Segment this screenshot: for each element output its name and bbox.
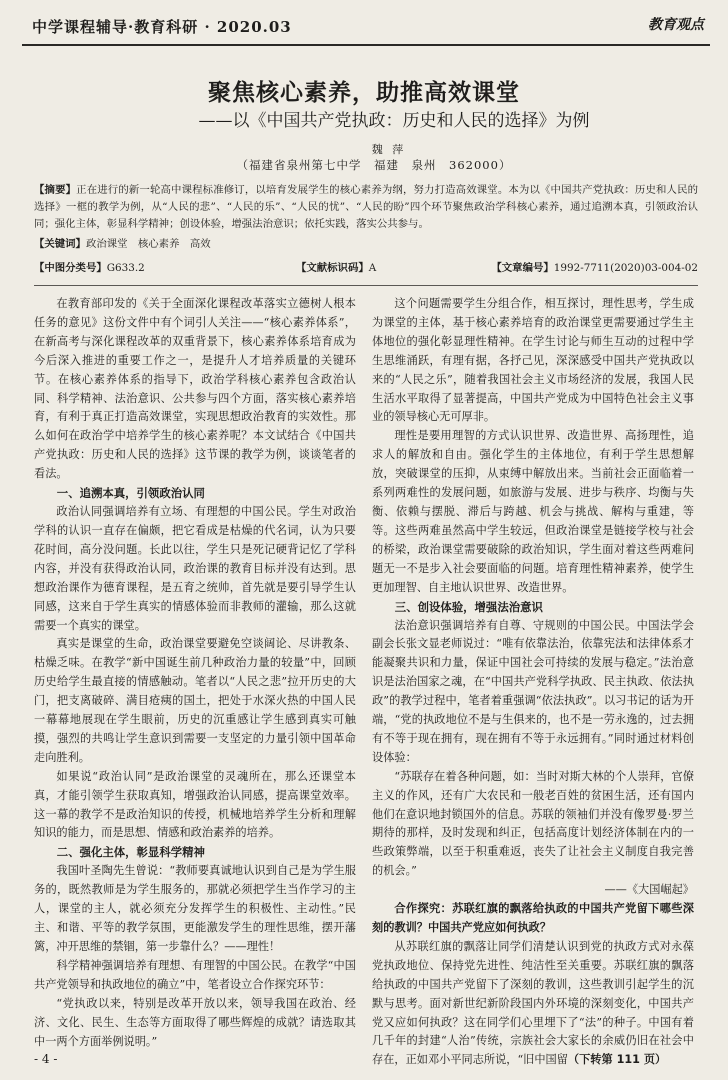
paragraph (372, 938, 694, 1070)
journal-name: 中学课程辅导·教育科研 · 2020.03 (32, 18, 292, 36)
body-column-right (372, 295, 694, 1070)
article-subtitle: ——以《中国共产党执政：历史和人民的选择》为例 (198, 111, 590, 131)
paragraph-text: 从苏联红旗的飘落让同学们清楚认识到党的执政方式对永葆党执政地位、保持党先进性、纯洁性至关重要。苏联红旗的飘落给执政的中国共产党留下了深刻的教训，这些教训引起学生的沉默与思考。面对新世纪新阶段国内外环境的深刻变化，中国共产党又应如何执政？这在同学们心里埋下了“法”的种子。中国有着几千年的封建“人治”传统，宗族社会大家长的余威仍旧在社会中存在，正如邓小平同志所说，“旧中国留 (372, 939, 694, 1067)
quote-source: ——《大国崛起》 (604, 883, 694, 897)
document-code: 【文献标识码】A (296, 262, 377, 274)
keywords-label: 【关键词】 (34, 238, 86, 250)
article-title: 聚焦核心素养，助推高效课堂 (208, 80, 520, 106)
abstract-label: 【摘要】 (34, 184, 77, 196)
section-heading: 三、创设体验，增强法治意识 (394, 599, 543, 614)
paragraph: 我国叶圣陶先生曾说：“教师要真诚地认识到自己是为学生服务的，既然教师是为学生服务的，那就必须把学生当作学习的主人，课堂的主人，就必须充分发挥学生的积极性、主动性。”民主、和谐、平等的教学氛围，更能激发学生的理性思维，摆开藩篱，冲开思维的禁锢，第一步靠什么？——理性！ (34, 864, 356, 953)
paragraph (372, 900, 694, 938)
continued-note: （下转第 111 页） (567, 1053, 667, 1067)
classification-row (34, 259, 698, 277)
section-heading: 二、强化主体，彰显科学精神 (56, 845, 205, 860)
article-number: 【文章编号】1992-7711(2020)03-004-02 (491, 262, 698, 274)
paragraph: 政治认同强调培养有立场、有理想的中国公民。学生对政治学科的认识一直存在偏颇，把它看成是枯燥的代名词，认为只要花时间，高分没问题。长此以往，学生只是死记硬背记忆了学科内容，并没有获得政治认同，政治课的教育目标并没有达到。思想政治课作为德育课程，是五育之统帅，首先就是要引导学生认同感，这来自于学生真实的情感体验而非教师的灌输，那么这就需要一个真实的课堂。 (34, 505, 356, 632)
paragraph: 在教育部印发的《关于全面深化课程改革落实立德树人根本任务的意见》这份文件中有个词引人关注——“核心素养体系”，在新高考与深化课程改革的双重背景下，核心素养体系培育成为今后深入推进的重要工作之一，是提升人才培养质量的关键环节。在核心素养体系的指导下，政治学科核心素养包含政治认同、科学精神、法治意识、公共参与四个方面，落实核心素养培育，有利于真正打造高效课堂，实现思想政治教育的实效性。那么如何在政治学中培养学生的核心素养呢？本文试结合《中国共产党执政：历史和人民的选择》这节课的教学为例，谈谈笔者的看法。 (34, 297, 356, 481)
author-name: 魏 萍 (371, 143, 407, 156)
abstract (34, 182, 698, 233)
paragraph: 理性是要用理智的方式认识世界、改造世界、高扬理性，追求人的解放和自由。强化学生的主体地位，有利于学生思想解放，突破课堂的压抑，从束缚中解放出来。当前社会正面临着一系列两难性的发展问题，如旅游与发展、进步与秩序、均衡与失衡、依赖与摆脱、滞后与跨越、机会与挑战、解构与重建，等等。这些两难虽然高中学生较远，但政治课堂是链接学校与社会的桥梁，政治课堂需要破除的政治知识，学生面对着这些两难问题无一不是步入社会要面临的问题。培育理性精神素养，使学生更加理智、自主地认识世界、改造世界。 (372, 429, 694, 594)
running-header (22, 10, 710, 46)
paragraph: 法治意识强调培养有自尊、守规则的中国公民。中国法学会副会长张文显老师说过：“唯有依靠法治，依靠宪法和法律体系才能凝聚共识和力量，保证中国社会可持续的发展与稳定。”法治意识是法治国家之魂，在“中国共产党科学执政、民主执政、依法执政”的教学过程中，笔者着重强调“依法执政”。以习书记的话为开端，“党的执政地位不是与生俱来的，也不是一劳永逸的，过去拥有不等于现在拥有，现在拥有不等于永远拥有。”同时通过材料创设体验： (372, 618, 694, 764)
abstract-divider (34, 285, 698, 286)
clc-number: 【中图分类号】G633.2 (34, 262, 145, 274)
author-affiliation: （福建省泉州第七中学 福建 泉州 362000） (236, 158, 512, 172)
abstract-text: 正在进行的新一轮高中课程标准修订，以培育发展学生的核心素养为纲，努力打造高效课堂。本为以《中国共产党执政：历史和人民的选择》一框的教学为例，从“人民的悲”、“人民的乐”、“人民的忧”、“人民的盼”四个环节聚焦政治学科核心素养，通过追溯本真，引领政治认同；强化主体，彰显科学精神；创设体验，增强法治意识；依托实践，落实公共参与。 (34, 184, 698, 230)
section-heading: 一、追溯本真，引领政治认同 (56, 486, 205, 501)
inquiry-text: 苏联红旗的飘落给执政的中国共产党留下哪些深刻的教训？中国共产党应如何执政？ (372, 902, 694, 934)
paragraph: 真实是课堂的生命，政治课堂要避免空谈阔论、尽讲教条、枯燥乏味。在教学“新中国诞生前几种政治力量的较量”中，回顾历史给学生最直接的情感触动。笔者以“人民之悲”拉开历史的大门，把支离破碎、满目疮痍的国土，把处于水深火热的中国人民一幕幕地展现在学生眼前，历史的沉重感让学生感到真实可触摸，强烈的共鸣让学生意识到需要一支坚定的力量引领中国革命走向胜利。 (34, 637, 356, 764)
keywords (34, 236, 698, 252)
inquiry-label: 合作探究： (394, 902, 453, 916)
section-logo: 教育观点 (648, 17, 704, 33)
quoted-question: “党执政以来，特别是改革开放以来，领导我国在政治、经济、文化、民生、生态等方面取得了哪些辉煌的成就？请选取其中一两个方面举例说明。” (34, 996, 356, 1048)
paragraph: 如果说“政治认同”是政治课堂的灵魂所在，那么还课堂本真，才能引领学生获取真知，增强政治认同感，提高课堂效率。这一幕的教学不是政治知识的传授，机械地培养学生分析和理解知识的能力，而是思想、情感和政治素养的培养。 (34, 769, 356, 840)
quoted-material: “苏联存在着各种问题，如：当时对斯大林的个人崇拜，官僚主义的作风，还有广大农民和一般老百姓的贫困生活，还有国内他们在意识地封锁国外的信息。苏联的领袖们并没有像罗曼·罗兰期待的那样，及时发现和纠正，包括高度计划经济体制在内的一些政策弊端，以至于积重难返，丧失了让社会主义制度自我完善的机会。” (372, 769, 694, 878)
paragraph: 科学精神强调培养有理想、有理智的中国公民。在教学“中国共产党领导和执政地位的确立”中，笔者设立合作探究环节： (34, 958, 356, 991)
paragraph: 这个问题需要学生分组合作，相互探讨，理性思考，学生成为课堂的主体，基于核心素养培育的政治课堂更需要通过学生主体地位的强化彰显理性精神。在学生讨论与师生互动的过程中学生思维涌跃，有理有据，各抒己见，深深感受中国共产党执政以来的“人民之乐”，随着我国社会主义市场经济的发展，我国人民生活水平取得了显著提高，中国共产党成为中国特色社会主义事业的领导核心无可厚非。 (372, 297, 694, 424)
body-column-left (34, 295, 356, 1051)
page-number: - 4 - (34, 1052, 58, 1066)
keywords-text: 政治课堂 核心素养 高效 (85, 238, 211, 250)
